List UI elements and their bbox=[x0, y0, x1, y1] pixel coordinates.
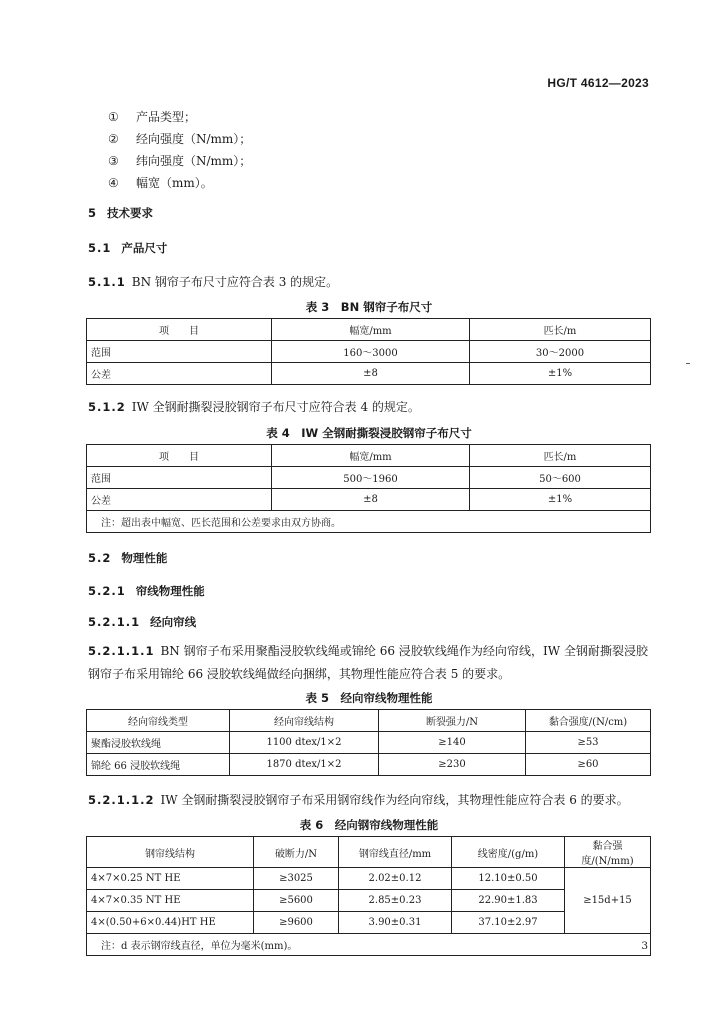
table-row bbox=[87, 467, 651, 489]
table-note-row bbox=[87, 511, 651, 533]
table-header-row bbox=[87, 837, 651, 868]
table-row bbox=[87, 732, 651, 754]
table-cell: 3.90±0.31 bbox=[339, 912, 452, 934]
scan-mark bbox=[686, 363, 690, 364]
table-header-cell: 破断力/N bbox=[254, 837, 339, 868]
list-item bbox=[108, 150, 251, 172]
section-title: 技术要求 bbox=[107, 206, 154, 220]
table-cell: ≥3025 bbox=[254, 868, 339, 890]
list-marker: ③ bbox=[108, 154, 119, 168]
section-title: 帘线物理性能 bbox=[135, 584, 205, 598]
table-cell: ≥5600 bbox=[254, 890, 339, 912]
clause-number: 5.2.1.1.1 bbox=[88, 644, 155, 658]
section-number: 5.2.1.1 bbox=[88, 615, 141, 629]
table-header-cell: 黏合强度/(N/mm) bbox=[565, 837, 651, 868]
table-cell: 12.10±0.50 bbox=[452, 868, 565, 890]
table-row bbox=[87, 754, 651, 776]
table-header-cell: 项 目 bbox=[87, 319, 272, 341]
table-header-cell: 匹长/m bbox=[470, 319, 651, 341]
table-header-cell: 断裂强力/N bbox=[379, 710, 526, 732]
clause-text: BN 钢帘子布采用聚酯浸胶软线绳或锦纶 66 浸胶软线绳作为经向帘线，IW 全钢耐撕裂浸胶钢帘子布采用锦纶 66 浸胶软线绳做经向捆绑，其物理性能应符合表 5 的要求。 bbox=[88, 644, 648, 681]
clause-number: 5.1.1 bbox=[88, 275, 126, 289]
section-heading-5 bbox=[88, 205, 153, 221]
table-cell-adhesion-merged: ≥15d+15 bbox=[565, 868, 651, 934]
section-heading-5-2-1-1 bbox=[88, 614, 196, 630]
table-header-cell: 线密度/(g/m) bbox=[452, 837, 565, 868]
table-header-cell: 幅宽/mm bbox=[272, 319, 470, 341]
table-cell: 2.85±0.23 bbox=[339, 890, 452, 912]
table-cell: 聚酯浸胶软线绳 bbox=[87, 732, 230, 754]
table-header-cell: 幅宽/mm bbox=[272, 445, 470, 467]
table6 bbox=[86, 836, 651, 956]
table5-caption: 表 5 经向帘线物理性能 bbox=[305, 691, 433, 705]
table-cell: 4×7×0.25 NT HE bbox=[87, 868, 254, 890]
table-cell: ≥60 bbox=[526, 754, 651, 776]
section-title: 产品尺寸 bbox=[121, 241, 168, 255]
table-header-cell: 项 目 bbox=[87, 445, 272, 467]
table-cell: 160～3000 bbox=[272, 341, 470, 363]
clause-number: 5.1.2 bbox=[88, 400, 126, 414]
table-cell: 范围 bbox=[87, 341, 272, 363]
table-cell: 2.02±0.12 bbox=[339, 868, 452, 890]
clause-5-1-2 bbox=[88, 398, 420, 415]
table5 bbox=[86, 709, 651, 776]
list-item-text: 幅宽（mm）。 bbox=[136, 176, 213, 190]
section-number: 5.2.1 bbox=[88, 584, 126, 598]
table-header-row bbox=[87, 319, 651, 341]
table-cell: 22.90±1.83 bbox=[452, 890, 565, 912]
list-item bbox=[108, 128, 251, 150]
table-note: 注：d 表示钢帘线直径，单位为毫米(mm)。 bbox=[87, 934, 651, 956]
table-cell: 范围 bbox=[87, 467, 272, 489]
table-cell: ±1% bbox=[470, 363, 651, 385]
list-item-text: 经向强度（N/mm）； bbox=[136, 132, 252, 146]
clause-text: BN 钢帘子布尺寸应符合表 3 的规定。 bbox=[131, 275, 339, 289]
table-header-cell: 黏合强度/(N/cm) bbox=[526, 710, 651, 732]
table-cell: ±1% bbox=[470, 489, 651, 511]
table-header-cell: 钢帘线直径/mm bbox=[339, 837, 452, 868]
table3 bbox=[86, 318, 651, 385]
clause-5-2-1-1-2 bbox=[88, 791, 629, 808]
table-cell: 1870 dtex/1×2 bbox=[230, 754, 379, 776]
table-cell: ≥53 bbox=[526, 732, 651, 754]
table-cell: ≥140 bbox=[379, 732, 526, 754]
table-row bbox=[87, 341, 651, 363]
list-item bbox=[108, 172, 251, 194]
list-marker: ④ bbox=[108, 176, 119, 190]
clause-text: IW 全钢耐撕裂浸胶钢帘子布采用钢帘线作为经向帘线，其物理性能应符合表 6 的要求。 bbox=[160, 793, 629, 807]
section-number: 5 bbox=[88, 206, 98, 220]
table-header-cell: 经向帘线结构 bbox=[230, 710, 379, 732]
section-number: 5.1 bbox=[88, 241, 112, 255]
table-cell: ≥9600 bbox=[254, 912, 339, 934]
table-row bbox=[87, 489, 651, 511]
page-number: 3 bbox=[641, 940, 648, 952]
table-header-cell: 钢帘线结构 bbox=[87, 837, 254, 868]
table-note-row bbox=[87, 934, 651, 956]
clause-5-2-1-1-1 bbox=[88, 640, 648, 686]
table6-caption: 表 6 经向钢帘线物理性能 bbox=[299, 818, 439, 832]
section-title: 经向帘线 bbox=[150, 615, 197, 629]
table-cell: ±8 bbox=[272, 489, 470, 511]
table-cell: 500～1960 bbox=[272, 467, 470, 489]
section-heading-5-1 bbox=[88, 240, 167, 256]
table4-caption: 表 4 IW 全钢耐撕裂浸胶钢帘子布尺寸 bbox=[266, 426, 472, 440]
table-cell: 4×(0.50+6×0.44)HT HE bbox=[87, 912, 254, 934]
table-cell: 锦纶 66 浸胶软线绳 bbox=[87, 754, 230, 776]
list-marker: ① bbox=[108, 110, 119, 124]
section-number: 5.2 bbox=[88, 551, 112, 565]
code-list bbox=[108, 106, 251, 194]
standard-code: HG/T 4612—2023 bbox=[547, 76, 649, 90]
table-header-cell: 匹长/m bbox=[470, 445, 651, 467]
table-cell: ≥230 bbox=[379, 754, 526, 776]
list-item-text: 纬向强度（N/mm）； bbox=[136, 154, 252, 168]
table-note: 注：超出表中幅宽、匹长范围和公差要求由双方协商。 bbox=[87, 511, 651, 533]
section-title: 物理性能 bbox=[121, 551, 168, 565]
table-row bbox=[87, 868, 651, 890]
table-header-row bbox=[87, 710, 651, 732]
section-heading-5-2 bbox=[88, 550, 167, 566]
table-cell: 公差 bbox=[87, 489, 272, 511]
clause-number: 5.2.1.1.2 bbox=[88, 793, 155, 807]
table-header-row bbox=[87, 445, 651, 467]
table-cell: 4×7×0.35 NT HE bbox=[87, 890, 254, 912]
table-cell: 50～600 bbox=[470, 467, 651, 489]
list-item-text: 产品类型； bbox=[136, 110, 197, 124]
section-heading-5-2-1 bbox=[88, 583, 205, 599]
list-item bbox=[108, 106, 251, 128]
table-cell: ±8 bbox=[272, 363, 470, 385]
clause-5-1-1 bbox=[88, 273, 338, 290]
table3-caption: 表 3 BN 钢帘子布尺寸 bbox=[305, 300, 433, 314]
clause-text: IW 全钢耐撕裂浸胶钢帘子布尺寸应符合表 4 的规定。 bbox=[131, 400, 420, 414]
table-row bbox=[87, 363, 651, 385]
list-marker: ② bbox=[108, 132, 119, 146]
table-header-cell: 经向帘线类型 bbox=[87, 710, 230, 732]
table4 bbox=[86, 444, 651, 533]
table-cell: 1100 dtex/1×2 bbox=[230, 732, 379, 754]
table-cell: 公差 bbox=[87, 363, 272, 385]
table-cell: 30～2000 bbox=[470, 341, 651, 363]
table-cell: 37.10±2.97 bbox=[452, 912, 565, 934]
